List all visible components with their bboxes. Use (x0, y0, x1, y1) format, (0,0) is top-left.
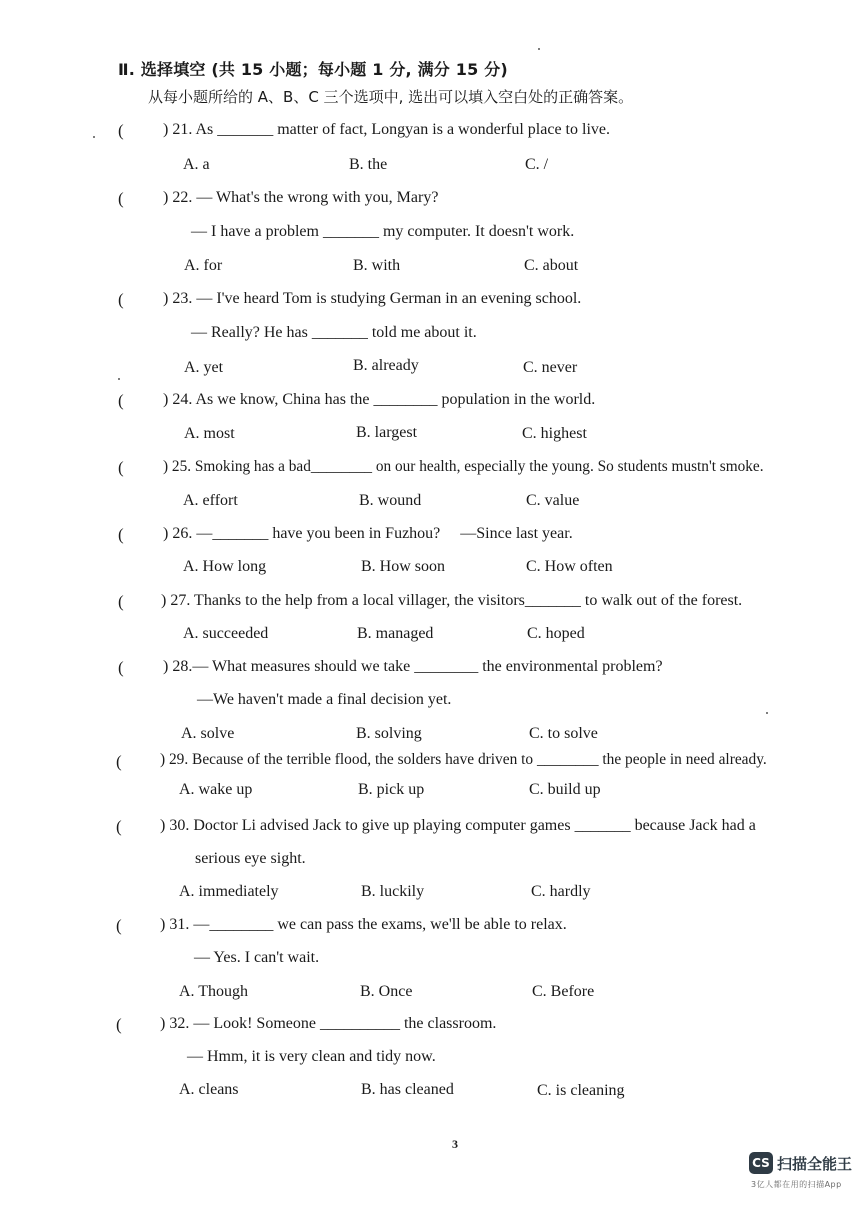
answer-paren: ( (118, 290, 124, 309)
question-25-option-c: C. value (526, 492, 580, 509)
question-23-option-c: C. never (523, 359, 578, 376)
question-21-option-c: C. / (525, 156, 549, 173)
watermark-app-name: 扫描全能王 (777, 1155, 853, 1173)
answer-paren: ( (118, 525, 124, 544)
question-29-option-a: A. wake up (179, 781, 253, 798)
question-22-stem: ) 22. — What's the wrong with you, Mary? (163, 189, 439, 206)
answer-paren: ( (116, 817, 122, 836)
question-24-option-b: B. largest (356, 424, 418, 441)
question-23-stem: ) 23. — I've heard Tom is studying German in an evening school. (163, 290, 582, 307)
question-32-stem: ) 32. — Look! Someone __________ the classroom. (160, 1015, 497, 1032)
section-instruction: 从每小题所给的 A、B、C 三个选项中, 选出可以填入空白处的正确答案。 (148, 88, 634, 106)
question-30-stem: ) 30. Doctor Li advised Jack to give up playing computer games _______ because Jack had a (160, 817, 756, 834)
question-27-option-a: A. succeeded (183, 625, 269, 642)
question-22-option-a: A. for (184, 257, 223, 274)
answer-paren: ( (118, 658, 124, 677)
question-30-continuation: serious eye sight. (195, 850, 306, 867)
answer-paren: ( (116, 752, 122, 771)
question-23-reply: — Really? He has _______ told me about it. (191, 324, 477, 341)
question-26-option-a: A. How long (183, 558, 267, 575)
question-28-option-b: B. solving (356, 725, 422, 742)
question-21-stem: ) 21. As _______ matter of fact, Longyan is a wonderful place to live. (163, 121, 610, 138)
question-30-option-a: A. immediately (179, 883, 279, 900)
scan-speck (93, 136, 95, 138)
question-25-option-a: A. effort (183, 492, 238, 509)
question-29-option-b: B. pick up (358, 781, 425, 798)
page-number: 3 (452, 1137, 458, 1151)
scan-speck (538, 48, 540, 50)
question-22-option-c: C. about (524, 257, 579, 274)
question-27-option-c: C. hoped (527, 625, 585, 642)
question-29-option-c: C. build up (529, 781, 601, 798)
question-32-option-a: A. cleans (179, 1081, 239, 1098)
question-31-option-c: C. Before (532, 983, 595, 1000)
question-26-stem: ) 26. —_______ have you been in Fuzhou? —Since last year. (163, 525, 573, 542)
scan-speck (766, 712, 768, 714)
question-22-reply: — I have a problem _______ my computer. It doesn't work. (191, 223, 575, 240)
question-30-option-c: C. hardly (531, 883, 591, 900)
question-25-stem: ) 25. Smoking has a bad________ on our health, especially the young. So students mustn't smoke. (163, 458, 764, 475)
camscanner-logo-icon: CS (749, 1152, 773, 1174)
question-22-option-b: B. with (353, 257, 401, 274)
question-32-reply: — Hmm, it is very clean and tidy now. (187, 1048, 436, 1065)
answer-paren: ( (118, 592, 124, 611)
question-31-option-a: A. Though (179, 983, 249, 1000)
question-29-stem: ) 29. Because of the terrible flood, the solders have driven to ________ the people in need already. (160, 751, 767, 768)
scanner-watermark (747, 1150, 857, 1220)
answer-paren: ( (118, 189, 124, 208)
question-28-stem: ) 28.— What measures should we take ________ the environmental problem? (163, 658, 663, 675)
question-21-option-a: A. a (183, 156, 210, 173)
section-heading: Ⅱ. 选择填空 (共 15 小题；每小题 1 分, 满分 15 分) (118, 60, 508, 79)
question-24-option-a: A. most (184, 425, 235, 442)
question-27-stem: ) 27. Thanks to the help from a local villager, the visitors_______ to walk out of the forest. (161, 592, 743, 609)
answer-paren: ( (118, 391, 124, 410)
question-26-option-b: B. How soon (361, 558, 446, 575)
question-28-reply: —We haven't made a final decision yet. (197, 691, 452, 708)
watermark-tagline: 3亿人都在用的扫描App (751, 1180, 842, 1189)
answer-paren: ( (116, 916, 122, 935)
question-24-stem: ) 24. As we know, China has the ________ population in the world. (163, 391, 596, 408)
answer-paren: ( (118, 121, 124, 140)
question-31-option-b: B. Once (360, 983, 413, 1000)
question-25-option-b: B. wound (359, 492, 422, 509)
question-26-option-c: C. How often (526, 558, 613, 575)
answer-paren: ( (118, 458, 124, 477)
question-32-option-b: B. has cleaned (361, 1081, 454, 1098)
answer-paren: ( (116, 1015, 122, 1034)
scan-speck (118, 378, 120, 380)
question-31-stem: ) 31. —________ we can pass the exams, we'll be able to relax. (160, 916, 567, 933)
question-32-option-c: C. is cleaning (537, 1082, 625, 1099)
question-21-option-b: B. the (349, 156, 388, 173)
question-28-option-a: A. solve (181, 725, 235, 742)
question-23-option-b: B. already (353, 357, 419, 374)
question-23-option-a: A. yet (184, 359, 224, 376)
question-24-option-c: C. highest (522, 425, 587, 442)
question-31-reply: — Yes. I can't wait. (194, 949, 320, 966)
question-30-option-b: B. luckily (361, 883, 425, 900)
question-28-option-c: C. to solve (529, 725, 598, 742)
question-27-option-b: B. managed (357, 625, 434, 642)
